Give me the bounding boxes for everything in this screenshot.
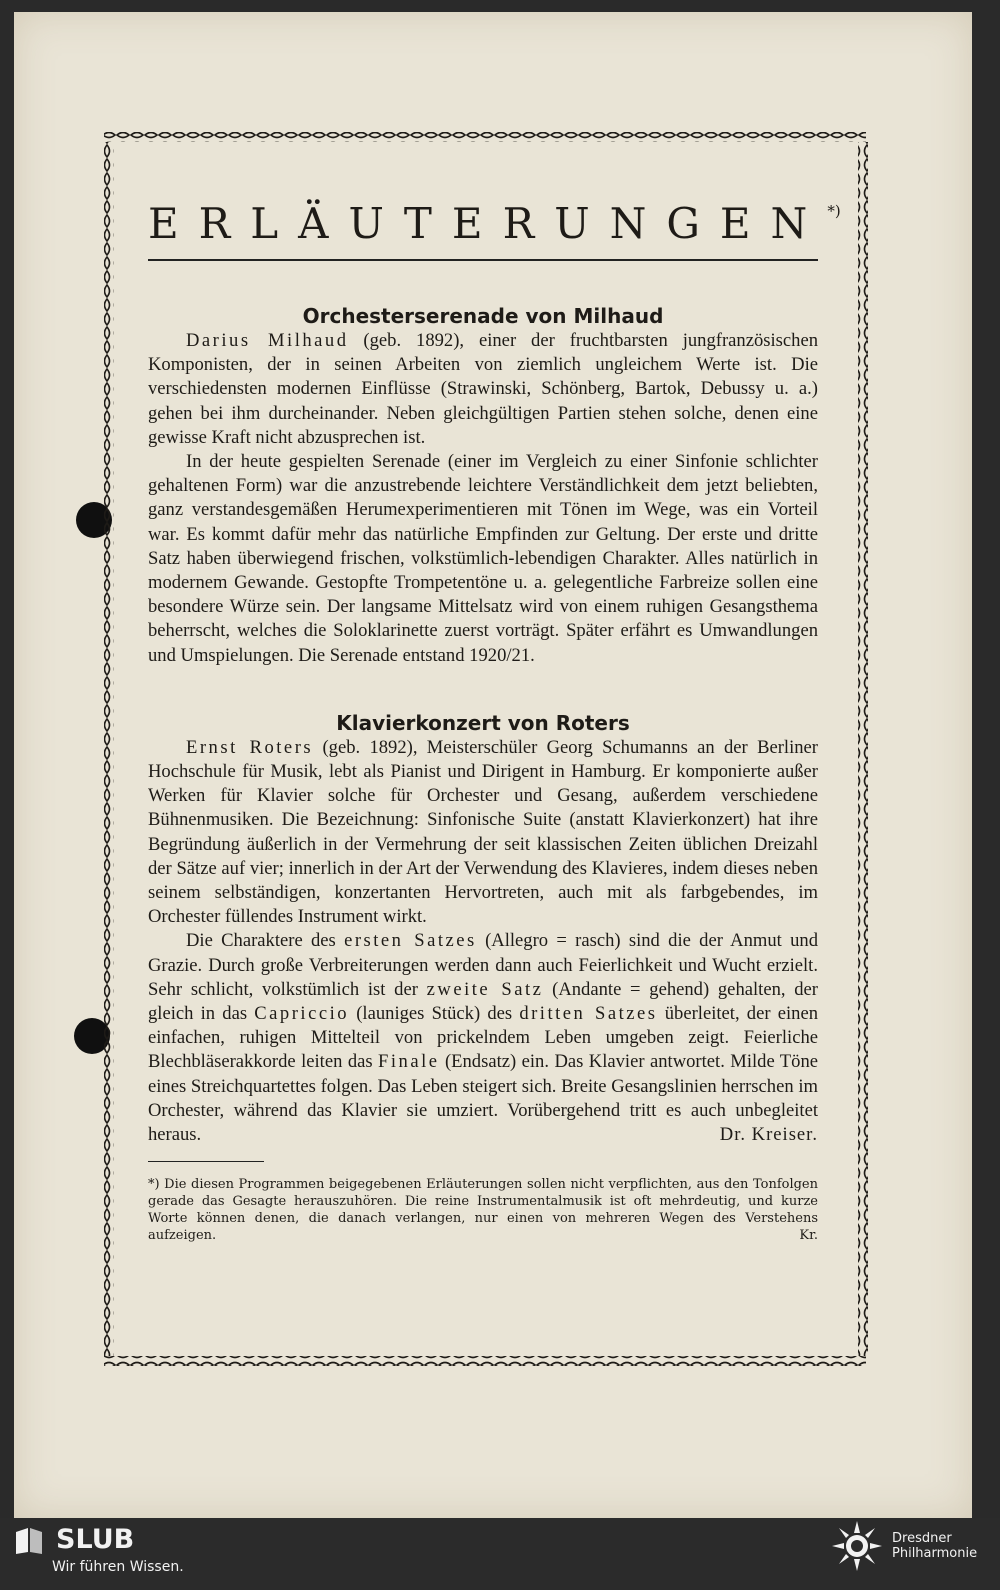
composer-name: Ernst Roters — [186, 736, 314, 758]
author-signature: Dr. Kreiser. — [719, 1124, 818, 1146]
title-rule — [148, 259, 818, 261]
paragraph: Die Charaktere des ersten Satzes (Allegro = rasch) sind die der Anmut und Grazie. Durch große Verbreiterungen werden dann auch Feierlichkeit und Wucht erzielt. Sehr schlicht, volkstümlich ist der zweite Satz (Andante = gehend) gehalten, der gleich in das Capriccio (launiges Stück) des dritten Satzes überleitet, der einen einfachen, ruhigen Mittelteil von prickelndem Leben umgeben zeigt. Feierliche Blechbläserakkorde leiten das Finale (Endsatz) ein. Das Klavier antwortet. Milde Töne eines Streichquartettes folgen. Das Leben steigert sich. Breite Gesangslinien herrschen im Orchester, während das Klavier sie umziert. Vorübergehend tritt es auch unbegleitet heraus. — [148, 930, 819, 1146]
viewer-footer-bar — [0, 1518, 1000, 1590]
slub-logo-icon[interactable] — [14, 1526, 48, 1560]
section-milhaud — [148, 303, 818, 668]
section-heading: Orchesterserenade von Milhaud — [302, 304, 664, 328]
movement-name: dritten Satzes — [519, 1003, 658, 1025]
footnote-rule — [148, 1161, 264, 1162]
footnote: *) Die diesen Programmen beigegebenen Erläuterungen sollen nicht verpflichten, aus den Tonfolgen gerade das Gesagte herauszuhören. Die reine Instrumentalmusik ist oft mehrdeutig, und kurze Worte können denen, die danach verlangen, nur einen von mehreren Wegen des Verstehens aufzeigen. Kr. — [148, 1177, 818, 1244]
movement-name: ersten Satzes — [344, 930, 477, 952]
library-tagline: Wir führen Wissen. — [52, 1559, 184, 1575]
page-title: ERLÄUTERUNGEN*) — [148, 199, 841, 248]
partner-name: Dresdner Philharmonie — [892, 1531, 978, 1561]
ornamental-frame — [102, 130, 872, 1370]
movement-name: Finale — [378, 1051, 440, 1073]
section-roters — [148, 710, 818, 1147]
paragraph: Ernst Roters (geb. 1892), Meisterschüler Georg Schumanns an der Berliner Hochschule für Musik, lebt als Pianist und Dirigent in Hamburg. Er komponierte außer Werken für Klavier solche für Orchester und Gesang, außerdem verschiedene Bühnenmusiken. Die Bezeichnung: Sinfonische Suite (anstatt Klavierkonzert) hat ihre Begründung äußerlich in der Vermehrung der seit klassischen Zeiten üblichen Dreizahl der Sätze auf vier; innerlich in der Art der Verwendung des Klavieres, indem dieses neben seinem selbständigen, konzertanten Hervortreten, auch mit als farbgebendes, im Orchester füllendes Instrument wirkt. — [148, 736, 818, 928]
section-heading: Klavierkonzert von Roters — [336, 710, 630, 735]
philharmonie-logo-icon[interactable] — [830, 1519, 884, 1577]
movement-name: Capriccio — [254, 1003, 350, 1025]
paragraph: In der heute gespielten Serenade (einer im Vergleich zu einer Sinfonie schlichter gehaltenen Form) war die anzustrebende leichtere Verständlichkeit dem jetzt beliebten, ganz verstandesgemäßen Herumexperimentieren mit Tönen im Wege, was ein Vorteil war. Es kommt dafür mehr das natürliche Empfinden zur Geltung. Der erste und dritte Satz haben überwiegend frischen, volkstümlich-lebendigen Charakter. Alles natürlich in modernem Gewande. Gestopfte Trompetentöne u. a. gelegentliche Farbreize sollen eine besondere Würze sein. Der langsame Mittelsatz wird von einem ruhigen Gesangsthema beherrscht, welches die Soloklarinette zuerst vorträgt. Später erfährt es Umwandlungen und Umspielungen. Die Serenade entstand 1920/21. — [148, 451, 818, 666]
footnote-initials: Kr. — [799, 1228, 818, 1244]
document-page — [14, 12, 972, 1518]
document-body — [148, 172, 841, 1244]
library-name[interactable]: SLUB — [56, 1524, 135, 1555]
composer-name: Darius Milhaud — [186, 330, 349, 351]
paragraph: Darius Milhaud (geb. 1892), einer der fruchtbarsten jungfranzösischen Komponisten, der in seinen Arbeiten von ziemlich ungleichem Werte ist. Die verschiedensten modernen Einflüsse (Strawinski, Schönberg, Bartok, Debussy u. a.) gehen bei ihm durcheinander. Neben gleichgültigen Partien stehen solche, denen eine gewisse Kraft nicht abzusprechen ist. — [148, 330, 818, 448]
movement-name: zweite Satz — [426, 978, 544, 1000]
